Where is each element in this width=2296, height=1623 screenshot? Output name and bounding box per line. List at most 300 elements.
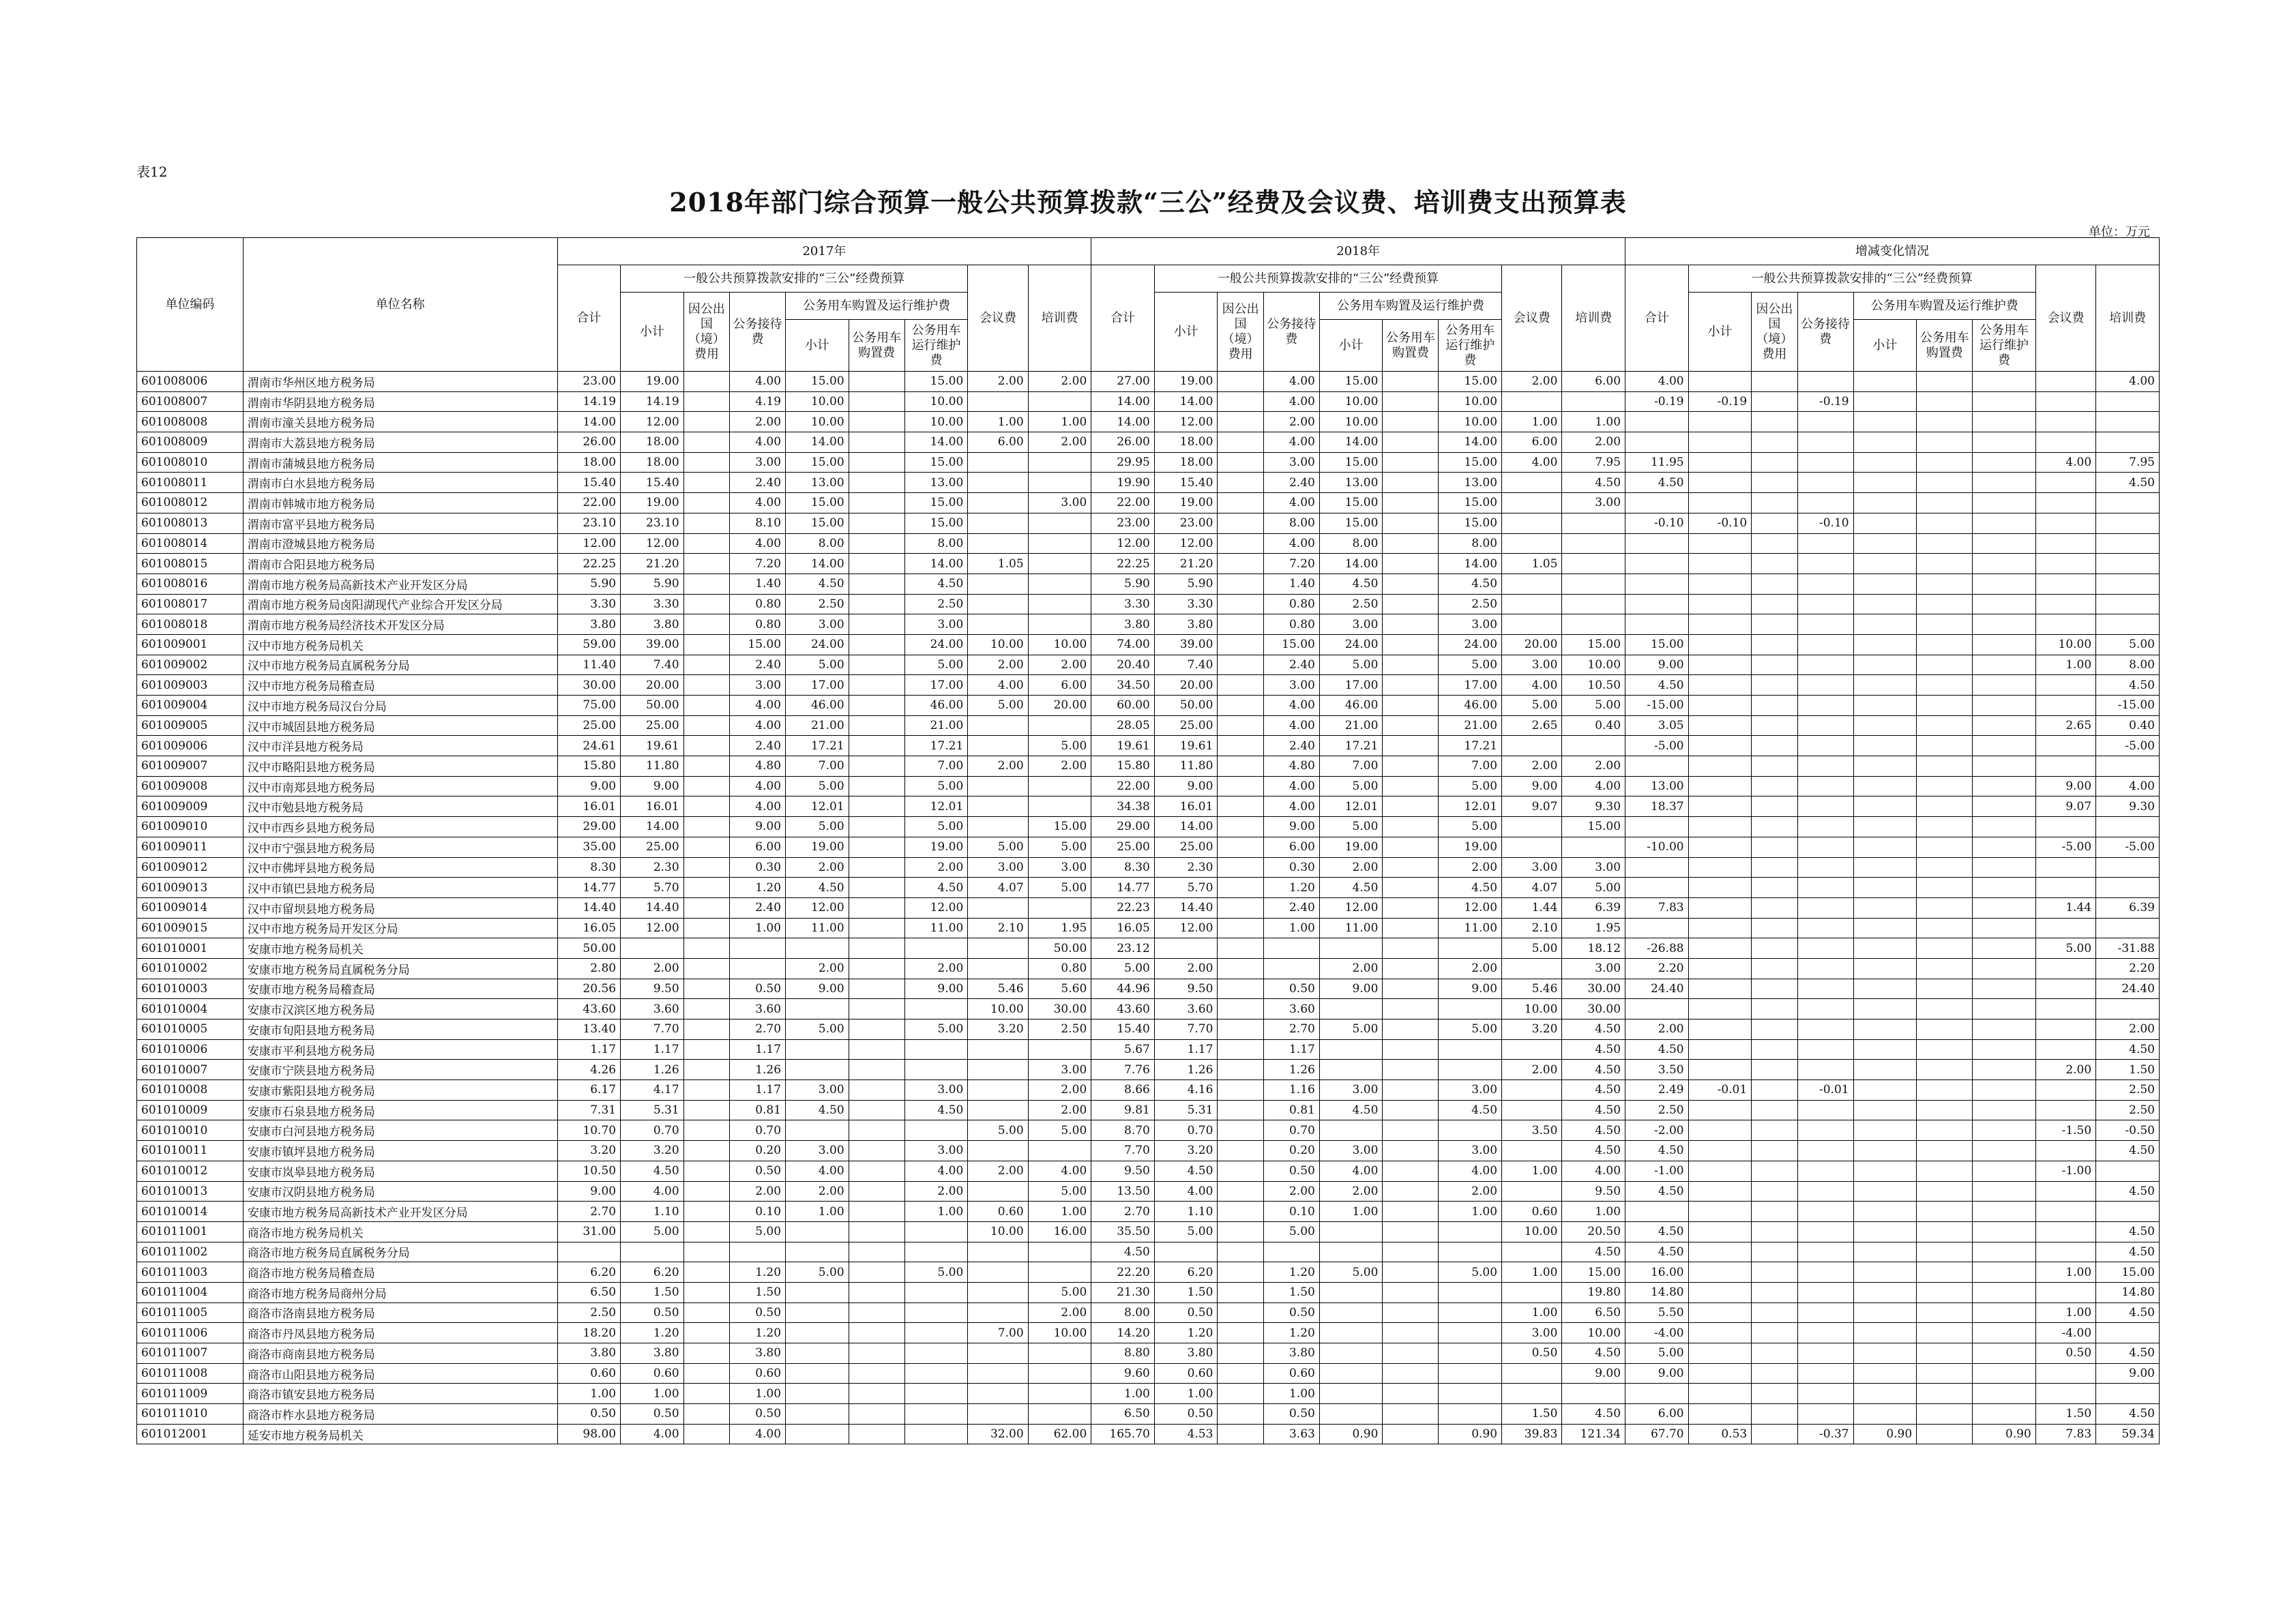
value-cell: 14.40	[621, 897, 684, 918]
value-cell	[1853, 837, 1917, 857]
value-cell: 74.00	[1091, 634, 1155, 655]
unit-code-cell: 601010011	[137, 1141, 244, 1161]
value-cell	[1917, 1100, 1973, 1120]
value-cell: 5.90	[621, 574, 684, 594]
unit-name-cell: 汉中市镇巴县地方税务局	[243, 878, 557, 898]
header-abroad: 因公出国（境）费用	[1752, 293, 1797, 372]
value-cell	[1917, 1242, 1973, 1262]
value-cell	[1502, 594, 1562, 614]
value-cell	[1973, 1363, 2036, 1384]
unit-code-cell: 601011010	[137, 1404, 244, 1425]
value-cell: 3.30	[1091, 594, 1155, 614]
unit-name-cell: 渭南市地方税务局卤阳湖现代产业综合开发区分局	[243, 594, 557, 614]
value-cell	[1383, 736, 1439, 756]
value-cell: 12.01	[1319, 796, 1383, 817]
value-cell: 14.00	[1319, 554, 1383, 574]
value-cell: 4.50	[1625, 1039, 1689, 1060]
value-cell	[904, 1221, 968, 1242]
value-cell	[849, 1424, 904, 1444]
value-cell	[1688, 533, 1752, 554]
value-cell: 24.00	[1319, 634, 1383, 655]
value-cell	[1752, 614, 1797, 635]
value-cell: 13.50	[1091, 1181, 1155, 1202]
value-cell: 7.83	[1625, 897, 1689, 918]
value-cell: 4.00	[730, 776, 786, 796]
value-cell: 1.50	[1263, 1282, 1319, 1302]
value-cell	[1218, 999, 1263, 1019]
value-cell: 4.00	[730, 493, 786, 513]
value-cell: 14.00	[904, 554, 968, 574]
table-row	[137, 634, 2160, 655]
value-cell: 2.00	[1562, 432, 1625, 453]
value-cell: 5.00	[2096, 634, 2160, 655]
value-cell: 0.50	[621, 1404, 684, 1425]
unit-code-cell: 601011006	[137, 1323, 244, 1343]
value-cell	[968, 1363, 1028, 1384]
value-cell	[683, 452, 729, 473]
value-cell	[1625, 614, 1689, 635]
value-cell: 3.60	[621, 999, 684, 1019]
value-cell	[683, 574, 729, 594]
value-cell: 0.10	[1263, 1202, 1319, 1222]
value-cell: 4.00	[1154, 1181, 1218, 1202]
value-cell: 3.00	[1562, 958, 1625, 979]
value-cell: 10.00	[1028, 1323, 1091, 1343]
value-cell	[1154, 1242, 1218, 1262]
value-cell	[1797, 979, 1853, 999]
value-cell: 22.20	[1091, 1262, 1155, 1283]
value-cell: 2.40	[730, 897, 786, 918]
value-cell: 3.20	[557, 1141, 621, 1161]
unit-name-cell: 商洛市地方税务局稽查局	[243, 1262, 557, 1283]
value-cell: 12.00	[1091, 533, 1155, 554]
unit-name-cell: 渭南市地方税务局经济技术开发区分局	[243, 614, 557, 635]
value-cell: 10.00	[968, 999, 1028, 1019]
unit-code-cell: 601011002	[137, 1242, 244, 1262]
value-cell: 1.10	[1154, 1202, 1218, 1222]
value-cell	[1562, 554, 1625, 574]
value-cell	[1853, 938, 1917, 959]
value-cell: 5.00	[1439, 817, 1502, 837]
value-cell: 3.80	[1154, 614, 1218, 635]
value-cell: 4.00	[621, 1181, 684, 1202]
value-cell	[1797, 1221, 1853, 1242]
value-cell: 10.00	[904, 391, 968, 412]
value-cell: 46.00	[1439, 696, 1502, 716]
value-cell	[1218, 634, 1263, 655]
value-cell: 8.00	[786, 533, 849, 554]
value-cell	[1383, 878, 1439, 898]
value-cell	[1562, 736, 1625, 756]
header-total: 合计	[1091, 265, 1155, 372]
value-cell: 1.05	[968, 554, 1028, 574]
value-cell: 2.00	[904, 857, 968, 878]
value-cell: 4.50	[1625, 675, 1689, 696]
table-row	[137, 655, 2160, 675]
table-row	[137, 756, 2160, 777]
value-cell	[1218, 1080, 1263, 1101]
value-cell: -31.88	[2096, 938, 2160, 959]
value-cell: 4.50	[2096, 1404, 2160, 1425]
value-cell	[849, 554, 904, 574]
value-cell: 4.50	[1439, 1100, 1502, 1120]
value-cell: 22.25	[1091, 554, 1155, 574]
value-cell	[1383, 634, 1439, 655]
header-2018: 2018年	[1091, 238, 1625, 265]
unit-name-cell: 渭南市合阳县地方税务局	[243, 554, 557, 574]
value-cell	[1797, 1404, 1853, 1425]
value-cell	[1752, 554, 1797, 574]
value-cell: 13.40	[557, 1019, 621, 1040]
value-cell	[1383, 574, 1439, 594]
unit-code-cell: 601009015	[137, 918, 244, 938]
value-cell: 18.37	[1625, 796, 1689, 817]
value-cell: 2.70	[557, 1202, 621, 1222]
value-cell	[786, 1060, 849, 1080]
table-row	[137, 1363, 2160, 1384]
value-cell	[968, 1039, 1028, 1060]
value-cell: 4.00	[730, 1424, 786, 1444]
unit-name-cell: 商洛市丹凤县地方税务局	[243, 1323, 557, 1343]
value-cell: 19.00	[786, 837, 849, 857]
value-cell: 4.50	[2096, 1242, 2160, 1262]
value-cell	[849, 533, 904, 554]
value-cell	[1502, 614, 1562, 635]
value-cell	[1502, 736, 1562, 756]
value-cell	[1383, 1404, 1439, 1425]
unit-code-cell: 601010008	[137, 1080, 244, 1101]
value-cell: 1.40	[730, 574, 786, 594]
value-cell: 1.50	[2035, 1404, 2095, 1425]
value-cell: 75.00	[557, 696, 621, 716]
value-cell: 0.50	[1263, 1404, 1319, 1425]
value-cell	[1218, 1181, 1263, 1202]
value-cell: 15.00	[1439, 372, 1502, 392]
value-cell	[786, 1039, 849, 1060]
unit-name-cell: 汉中市勉县地方税务局	[243, 796, 557, 817]
value-cell	[904, 1302, 968, 1323]
unit-code-cell: 601009010	[137, 817, 244, 837]
value-cell	[849, 412, 904, 432]
table-row	[137, 1019, 2160, 1040]
value-cell: 5.50	[1625, 1302, 1689, 1323]
value-cell: 0.50	[1263, 979, 1319, 999]
value-cell: 3.00	[1028, 493, 1091, 513]
value-cell	[1973, 1242, 2036, 1262]
value-cell	[968, 1404, 1028, 1425]
value-cell	[1688, 958, 1752, 979]
table-row	[137, 372, 2160, 392]
value-cell: 1.00	[557, 1384, 621, 1404]
value-cell: 15.80	[557, 756, 621, 777]
value-cell: 2.70	[1091, 1202, 1155, 1222]
value-cell	[683, 655, 729, 675]
value-cell	[1028, 715, 1091, 736]
value-cell: 19.00	[904, 837, 968, 857]
unit-name-cell: 渭南市蒲城县地方税务局	[243, 452, 557, 473]
header-subtotal: 小计	[621, 293, 684, 372]
value-cell: 12.00	[1154, 918, 1218, 938]
value-cell	[621, 938, 684, 959]
value-cell	[1028, 473, 1091, 493]
value-cell	[849, 1141, 904, 1161]
value-cell	[2096, 574, 2160, 594]
value-cell: 5.46	[968, 979, 1028, 999]
unit-code-cell: 601008009	[137, 432, 244, 453]
value-cell	[968, 391, 1028, 412]
value-cell	[1383, 1161, 1439, 1181]
value-cell: 7.95	[2096, 452, 2160, 473]
value-cell: 4.50	[1562, 1120, 1625, 1141]
value-cell: 1.40	[1263, 574, 1319, 594]
value-cell: 3.00	[1502, 1323, 1562, 1343]
value-cell	[1797, 1323, 1853, 1343]
unit-code-cell: 601010002	[137, 958, 244, 979]
value-cell: 3.00	[1562, 857, 1625, 878]
value-cell	[1218, 736, 1263, 756]
value-cell	[904, 1282, 968, 1302]
value-cell	[1383, 1080, 1439, 1101]
value-cell: 13.00	[904, 473, 968, 493]
value-cell	[1853, 391, 1917, 412]
value-cell: 2.00	[786, 958, 849, 979]
value-cell: 4.50	[1439, 878, 1502, 898]
value-cell	[849, 696, 904, 716]
value-cell: 15.40	[621, 473, 684, 493]
value-cell: 2.00	[1319, 1181, 1383, 1202]
value-cell	[1973, 452, 2036, 473]
value-cell: 9.50	[1154, 979, 1218, 999]
table-row	[137, 1404, 2160, 1425]
value-cell: 6.00	[1625, 1404, 1689, 1425]
value-cell: -1.00	[1625, 1161, 1689, 1181]
value-cell	[1562, 574, 1625, 594]
unit-name-cell: 商洛市地方税务局直属税务分局	[243, 1242, 557, 1262]
value-cell	[1383, 1363, 1439, 1384]
value-cell	[1752, 1060, 1797, 1080]
value-cell	[904, 1120, 968, 1141]
table-row	[137, 473, 2160, 493]
value-cell	[1218, 1161, 1263, 1181]
value-cell: 1.20	[1263, 1323, 1319, 1343]
value-cell	[849, 1242, 904, 1262]
value-cell	[1688, 1363, 1752, 1384]
value-cell	[1917, 1323, 1973, 1343]
value-cell	[1383, 533, 1439, 554]
value-cell: 5.67	[1091, 1039, 1155, 1060]
value-cell	[849, 817, 904, 837]
value-cell: 43.60	[557, 999, 621, 1019]
value-cell	[1797, 938, 1853, 959]
value-cell	[786, 1323, 849, 1343]
value-cell	[1853, 554, 1917, 574]
value-cell: 23.00	[1154, 513, 1218, 533]
header-vehicle: 公务用车购置及运行维护费	[1853, 293, 2035, 320]
value-cell	[2035, 1202, 2095, 1222]
value-cell: 2.80	[557, 958, 621, 979]
value-cell	[1917, 1282, 1973, 1302]
unit-code-cell: 601009014	[137, 897, 244, 918]
value-cell	[1383, 1039, 1439, 1060]
value-cell: 7.95	[1562, 452, 1625, 473]
value-cell	[2096, 1323, 2160, 1343]
value-cell	[1752, 1100, 1797, 1120]
value-cell	[1853, 715, 1917, 736]
value-cell: 2.00	[1319, 857, 1383, 878]
value-cell: 20.56	[557, 979, 621, 999]
value-cell	[1218, 473, 1263, 493]
table-row	[137, 675, 2160, 696]
value-cell: 10.00	[1439, 412, 1502, 432]
value-cell: 1.00	[904, 1202, 968, 1222]
table-row	[137, 878, 2160, 898]
value-cell: 2.30	[621, 857, 684, 878]
value-cell: 10.00	[1562, 655, 1625, 675]
value-cell: 4.00	[730, 372, 786, 392]
value-cell	[683, 473, 729, 493]
value-cell	[1752, 655, 1797, 675]
value-cell: 4.50	[904, 1100, 968, 1120]
value-cell	[1853, 1060, 1917, 1080]
header-vehicle-subtotal: 小计	[1853, 320, 1917, 372]
unit-code-cell: 601009003	[137, 675, 244, 696]
table-row	[137, 1221, 2160, 1242]
value-cell	[1973, 432, 2036, 453]
value-cell: 3.80	[621, 614, 684, 635]
value-cell	[1752, 533, 1797, 554]
value-cell	[1973, 715, 2036, 736]
value-cell	[1973, 1080, 2036, 1101]
value-cell	[1917, 675, 1973, 696]
value-cell	[2096, 554, 2160, 574]
value-cell	[1383, 1100, 1439, 1120]
value-cell: 2.00	[1562, 756, 1625, 777]
value-cell	[1917, 1202, 1973, 1222]
value-cell: 5.00	[1028, 1282, 1091, 1302]
value-cell	[1383, 493, 1439, 513]
value-cell: 1.00	[1319, 1202, 1383, 1222]
value-cell	[1688, 756, 1752, 777]
value-cell	[968, 1262, 1028, 1283]
value-cell	[1439, 1120, 1502, 1141]
value-cell	[1797, 675, 1853, 696]
value-cell: 7.31	[557, 1100, 621, 1120]
value-cell	[1973, 391, 2036, 412]
value-cell	[849, 958, 904, 979]
value-cell	[1752, 1202, 1797, 1222]
unit-code-cell: 601011008	[137, 1363, 244, 1384]
value-cell: 7.00	[1439, 756, 1502, 777]
value-cell: 7.20	[730, 554, 786, 574]
value-cell: 11.00	[1319, 918, 1383, 938]
value-cell	[1383, 817, 1439, 837]
value-cell: 4.50	[786, 574, 849, 594]
header-subtotal: 小计	[1154, 293, 1218, 372]
value-cell	[1973, 878, 2036, 898]
value-cell	[1383, 1202, 1439, 1222]
value-cell	[1752, 958, 1797, 979]
value-cell: 2.00	[621, 958, 684, 979]
value-cell: 2.00	[968, 756, 1028, 777]
value-cell	[1383, 776, 1439, 796]
value-cell	[1853, 1221, 1917, 1242]
value-cell: 4.00	[1263, 372, 1319, 392]
value-cell: -5.00	[2035, 837, 2095, 857]
value-cell	[1752, 736, 1797, 756]
value-cell: 46.00	[904, 696, 968, 716]
value-cell	[849, 918, 904, 938]
value-cell	[1028, 554, 1091, 574]
value-cell: 9.00	[1562, 1363, 1625, 1384]
value-cell	[1502, 493, 1562, 513]
value-cell: 20.00	[621, 675, 684, 696]
value-cell	[1218, 979, 1263, 999]
value-cell: 9.00	[2035, 776, 2095, 796]
value-cell: 1.00	[1562, 412, 1625, 432]
value-cell: 50.00	[557, 938, 621, 959]
value-cell	[849, 1302, 904, 1323]
value-cell	[1383, 696, 1439, 716]
value-cell: 23.00	[1091, 513, 1155, 533]
value-cell: 8.00	[904, 533, 968, 554]
value-cell	[1973, 1181, 2036, 1202]
value-cell	[1752, 412, 1797, 432]
value-cell: 9.00	[621, 776, 684, 796]
value-cell: 34.50	[1091, 675, 1155, 696]
header-vehicle-subtotal: 小计	[786, 320, 849, 372]
value-cell	[1752, 1262, 1797, 1283]
unit-code-cell: 601009012	[137, 857, 244, 878]
value-cell	[1917, 574, 1973, 594]
value-cell	[2035, 533, 2095, 554]
value-cell	[1502, 391, 1562, 412]
table-row	[137, 412, 2160, 432]
value-cell: 4.50	[2096, 1039, 2160, 1060]
value-cell	[904, 1039, 968, 1060]
value-cell: 0.81	[730, 1100, 786, 1120]
value-cell	[1154, 938, 1218, 959]
value-cell	[849, 715, 904, 736]
value-cell: 4.50	[2096, 1221, 2160, 1242]
value-cell	[1973, 1384, 2036, 1404]
value-cell: 3.20	[968, 1019, 1028, 1040]
value-cell	[1752, 1363, 1797, 1384]
value-cell	[1218, 554, 1263, 574]
value-cell	[968, 513, 1028, 533]
value-cell: 15.00	[1319, 452, 1383, 473]
value-cell	[1562, 837, 1625, 857]
value-cell: 12.00	[557, 533, 621, 554]
table-row	[137, 1424, 2160, 1444]
value-cell: 2.00	[1028, 1302, 1091, 1323]
value-cell	[1973, 554, 2036, 574]
value-cell: -0.01	[1797, 1080, 1853, 1101]
value-cell: 8.00	[1439, 533, 1502, 554]
table-row	[137, 715, 2160, 736]
value-cell	[1028, 513, 1091, 533]
value-cell: 4.50	[2096, 1302, 2160, 1323]
value-cell	[786, 1242, 849, 1262]
value-cell: 20.00	[1502, 634, 1562, 655]
value-cell	[1688, 1323, 1752, 1343]
value-cell: 0.50	[557, 1404, 621, 1425]
value-cell	[968, 1141, 1028, 1161]
value-cell	[1218, 1242, 1263, 1262]
value-cell	[1797, 1242, 1853, 1262]
value-cell: 3.63	[1263, 1424, 1319, 1444]
value-cell: 10.00	[904, 412, 968, 432]
value-cell	[683, 1120, 729, 1141]
